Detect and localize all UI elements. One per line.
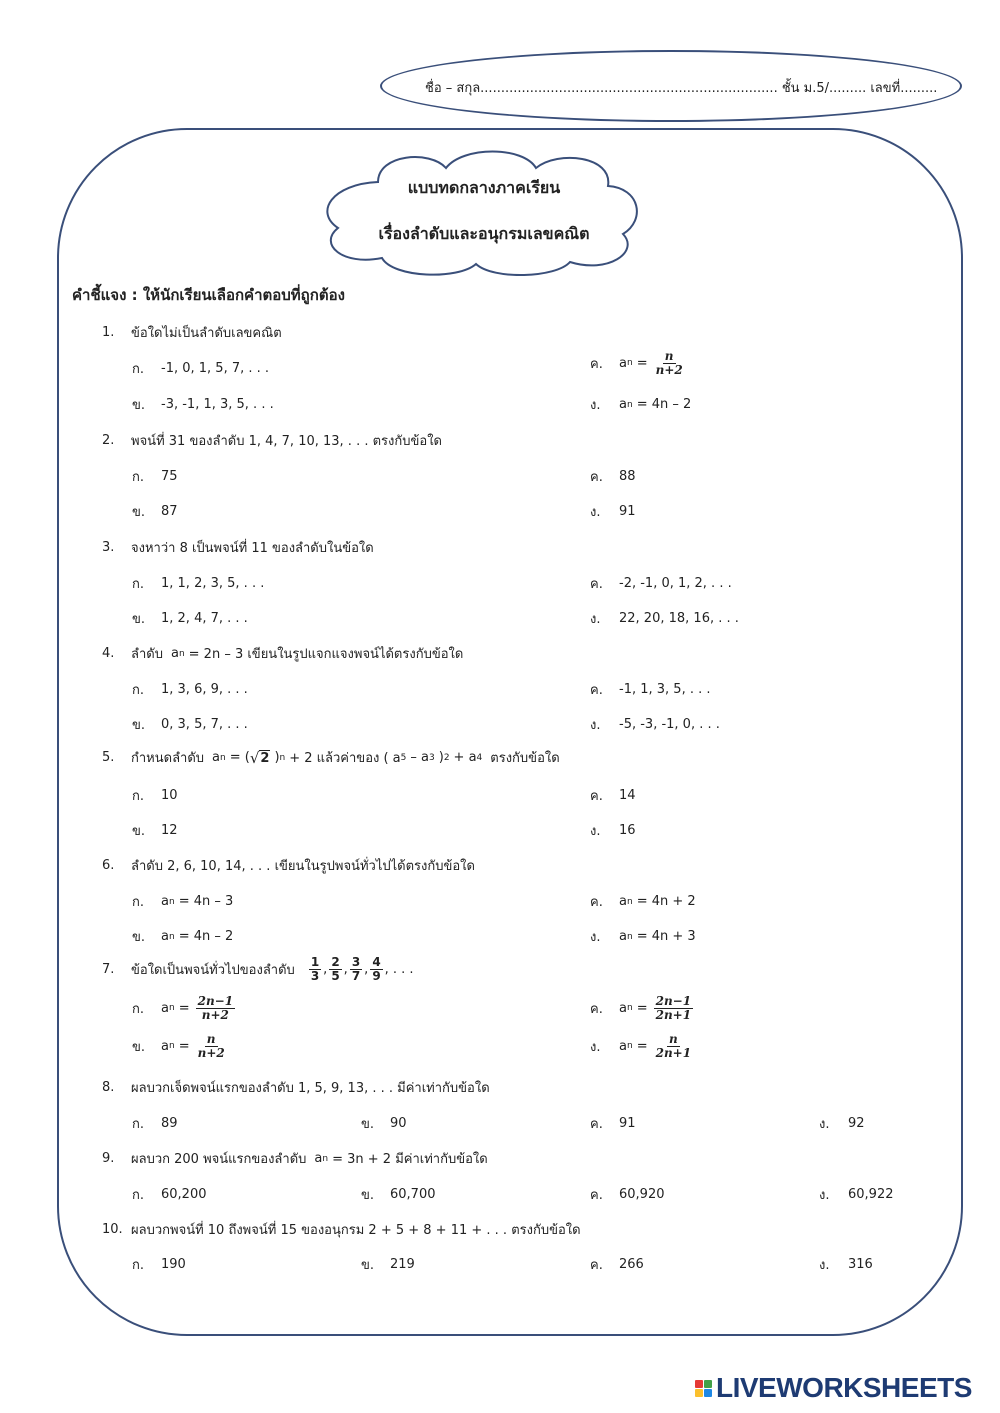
- option-label: ง.: [590, 824, 601, 839]
- numerator: n: [664, 349, 674, 363]
- option-label: ข.: [132, 505, 146, 520]
- option-text: 87: [161, 504, 178, 519]
- denominator: n+2: [197, 1045, 225, 1060]
- option-text: = 4n – 2: [178, 929, 234, 944]
- option-label: ข.: [132, 612, 146, 627]
- option-text: 316: [848, 1257, 873, 1272]
- liveworksheets-logo-icon: [695, 1380, 712, 1397]
- subscript: n: [168, 1041, 175, 1052]
- fraction: [329, 956, 341, 982]
- option-text: 190: [161, 1257, 186, 1272]
- q6-option-d[interactable]: [590, 926, 696, 947]
- question-text: ข้อใดเป็นพจน์ทั่วไปของลำดับ: [131, 962, 295, 978]
- q10-option-a[interactable]: [132, 1254, 186, 1275]
- option-text: -5, -3, -1, 0, . . .: [619, 717, 720, 732]
- question-number: 1.: [102, 325, 115, 340]
- question-2: [102, 430, 442, 451]
- question-text: พจน์ที่ 31 ของลำดับ 1, 4, 7, 10, 13, . . . ตรงกับข้อใด: [131, 434, 442, 449]
- denominator: 9: [372, 968, 381, 983]
- fraction: [654, 350, 685, 376]
- option-text: 10: [161, 788, 178, 803]
- question-number: 10.: [102, 1222, 123, 1237]
- q9-option-c[interactable]: [590, 1184, 665, 1205]
- question-text: + a: [453, 750, 477, 765]
- option-label: ง.: [590, 398, 601, 413]
- numerator: 4: [372, 955, 381, 969]
- option-label: ง.: [590, 505, 601, 520]
- subscript: n: [626, 1003, 633, 1014]
- subscript: n: [626, 1041, 633, 1052]
- question-text: + 2 แล้วค่าของ ( a: [289, 751, 401, 766]
- option-label: ง.: [590, 718, 601, 733]
- option-text: = 4n – 2: [636, 397, 692, 412]
- fraction: [309, 956, 321, 982]
- option-label: ก.: [132, 895, 145, 910]
- option-text: -2, -1, 0, 1, 2, . . .: [619, 576, 732, 591]
- option-label: ข.: [361, 1117, 375, 1132]
- option-text: 92: [848, 1116, 865, 1131]
- question-4: [102, 643, 463, 664]
- subscript: n: [220, 752, 226, 763]
- comma: ,: [343, 961, 348, 977]
- option-label: ก.: [132, 1117, 145, 1132]
- option-text: -1, 0, 1, 5, 7, . . .: [161, 361, 270, 376]
- option-label: ก.: [132, 470, 145, 485]
- option-label: ค.: [590, 577, 603, 592]
- fraction: [196, 995, 235, 1021]
- q10-option-c[interactable]: [590, 1254, 644, 1275]
- q5-option-b[interactable]: [132, 820, 178, 841]
- option-text: 88: [619, 469, 636, 484]
- q3-option-d[interactable]: [590, 608, 739, 629]
- numerator: n: [206, 1032, 216, 1046]
- liveworksheets-logo[interactable]: [695, 1372, 972, 1404]
- q9-option-a[interactable]: [132, 1184, 207, 1205]
- option-label: ง.: [819, 1117, 830, 1132]
- option-text: 219: [390, 1257, 415, 1272]
- q9-option-b[interactable]: [361, 1184, 436, 1205]
- option-text: 16: [619, 823, 636, 838]
- superscript: n: [279, 752, 286, 763]
- q8-option-c[interactable]: [590, 1113, 636, 1134]
- question-text: ผลบวก 200 พจน์แรกของลำดับ: [131, 1152, 307, 1167]
- question-7: [102, 956, 413, 982]
- term-symbol: a: [170, 646, 179, 661]
- term-symbol: a: [161, 929, 169, 944]
- q1-option-c[interactable]: [590, 350, 687, 376]
- question-text: = 3n + 2 มีค่าเท่ากับข้อใด: [332, 1152, 488, 1167]
- q8-option-b[interactable]: [361, 1113, 407, 1134]
- denominator: 2n+1: [655, 1045, 692, 1060]
- fraction: [654, 995, 693, 1021]
- q2-option-a[interactable]: [132, 466, 178, 487]
- option-text: 60,700: [390, 1187, 436, 1202]
- option-label: ก.: [132, 362, 145, 377]
- comma: ,: [323, 961, 328, 977]
- denominator: 7: [351, 968, 361, 983]
- q6-option-b[interactable]: [132, 926, 233, 947]
- option-label: ค.: [590, 789, 603, 804]
- title-line-1: แบบทดกลางภาคเรียน: [407, 178, 561, 197]
- option-label: ค.: [590, 895, 603, 910]
- subscript: 4: [476, 752, 483, 763]
- brand-name: LIVEWORKSHEETS: [716, 1372, 972, 1403]
- question-number: 6.: [102, 858, 115, 873]
- q7-option-c[interactable]: [590, 995, 695, 1021]
- q3-option-c[interactable]: [590, 573, 732, 594]
- question-number: 2.: [102, 433, 115, 448]
- question-1: [102, 322, 282, 343]
- q6-option-a[interactable]: [132, 891, 233, 912]
- question-10: [102, 1219, 581, 1240]
- q3-option-a[interactable]: [132, 573, 264, 594]
- option-label: ก.: [132, 577, 145, 592]
- question-number: 9.: [102, 1151, 115, 1166]
- option-label: ง.: [590, 1039, 601, 1055]
- question-text: ลำดับ 2, 6, 10, 14, . . . เขียนในรูปพจน์ทั่วไปได้ตรงกับข้อใด: [131, 859, 475, 874]
- subscript: n: [626, 358, 633, 369]
- question-5: [102, 747, 560, 768]
- q4-option-d[interactable]: [590, 714, 720, 735]
- term-symbol: a: [161, 894, 169, 909]
- option-label: ค.: [590, 356, 603, 372]
- sqrt-argument: 2: [260, 750, 270, 766]
- subscript: n: [626, 896, 633, 907]
- denominator: n+2: [201, 1007, 229, 1022]
- q6-option-c[interactable]: [590, 891, 696, 912]
- option-text: 89: [161, 1116, 178, 1131]
- equals: =: [178, 1000, 190, 1016]
- option-label: ข.: [361, 1258, 375, 1273]
- option-label: ง.: [590, 930, 601, 945]
- question-number: 5.: [102, 750, 115, 765]
- term-symbol: a: [161, 1000, 169, 1016]
- student-info-line[interactable]: ชื่อ – สกุล........................................................................ ชั้น ม.5/......... เลขที่.........: [425, 81, 938, 96]
- question-text: จงหาว่า 8 เป็นพจน์ที่ 11 ของลำดับในข้อใด: [131, 541, 374, 556]
- subscript: n: [168, 931, 175, 942]
- question-6: [102, 855, 475, 876]
- q7-option-a[interactable]: [132, 995, 237, 1021]
- option-text: = 4n – 3: [178, 894, 234, 909]
- option-text: 22, 20, 18, 16, . . .: [619, 611, 739, 626]
- question-number: 3.: [102, 540, 115, 555]
- term-symbol: a: [619, 397, 627, 412]
- q8-option-d[interactable]: [819, 1113, 865, 1134]
- subscript: 3: [429, 752, 435, 763]
- question-text: กำหนดลำดับ: [131, 751, 205, 766]
- title-cloud-icon: [318, 148, 652, 276]
- numerator: 2n−1: [655, 994, 692, 1008]
- denominator: 2n+1: [655, 1007, 692, 1022]
- option-text: 0, 3, 5, 7, . . .: [161, 717, 248, 732]
- equals: =: [636, 1038, 648, 1054]
- option-text: -1, 1, 3, 5, . . .: [619, 682, 711, 697]
- q8-option-a[interactable]: [132, 1113, 178, 1134]
- ellipsis: . . .: [392, 961, 414, 977]
- q7-option-b[interactable]: [132, 1033, 229, 1059]
- question-text: ผลบวกเจ็ดพจน์แรกของลำดับ 1, 5, 9, 13, . . . มีค่าเท่ากับข้อใด: [131, 1081, 490, 1096]
- subscript: n: [322, 1153, 329, 1164]
- numerator: 3: [351, 955, 361, 969]
- option-label: ก.: [132, 1258, 145, 1273]
- question-text: = (: [229, 750, 250, 765]
- fraction: [370, 956, 382, 982]
- option-text: 90: [390, 1116, 407, 1131]
- option-label: ค.: [590, 470, 603, 485]
- question-9: [102, 1148, 488, 1169]
- option-text: -3, -1, 1, 3, 5, . . .: [161, 397, 274, 412]
- option-text: 1, 1, 2, 3, 5, . . .: [161, 576, 265, 591]
- option-label: ก.: [132, 789, 145, 804]
- q10-option-b[interactable]: [361, 1254, 415, 1275]
- question-text: ผลบวกพจน์ที่ 10 ถึงพจน์ที่ 15 ของอนุกรม 2 + 5 + 8 + 11 + . . . ตรงกับข้อใด: [131, 1223, 581, 1238]
- instruction: คำชี้แจง : ให้นักเรียนเลือกคำตอบที่ถูกต้อง: [72, 286, 345, 304]
- option-label: ก.: [132, 1188, 145, 1203]
- fraction: [654, 1033, 693, 1059]
- equals: =: [636, 1000, 648, 1016]
- option-label: ค.: [590, 1001, 603, 1017]
- subscript: 5: [400, 752, 407, 763]
- q4-option-b[interactable]: [132, 714, 248, 735]
- q7-option-d[interactable]: [590, 1033, 695, 1059]
- option-text: 1, 3, 6, 9, . . .: [161, 682, 248, 697]
- option-text: 60,920: [619, 1187, 665, 1202]
- option-label: ง.: [819, 1258, 830, 1273]
- equals: =: [636, 355, 648, 371]
- option-label: ข.: [132, 398, 146, 413]
- q4-option-a[interactable]: [132, 679, 248, 700]
- question-8: [102, 1077, 490, 1098]
- option-label: ก.: [132, 1001, 145, 1017]
- option-label: ค.: [590, 1117, 603, 1132]
- question-number: 7.: [102, 961, 115, 977]
- question-3: [102, 537, 374, 558]
- option-text: 1, 2, 4, 7, . . .: [161, 611, 248, 626]
- question-text: ): [274, 750, 280, 765]
- q3-option-b[interactable]: [132, 608, 248, 629]
- q10-option-d[interactable]: [819, 1254, 873, 1275]
- option-label: ค.: [590, 1258, 603, 1273]
- equals: =: [178, 1038, 190, 1054]
- subscript: n: [168, 896, 175, 907]
- term-symbol: a: [619, 1000, 627, 1016]
- numerator: 1: [310, 955, 320, 969]
- denominator: 3: [310, 968, 320, 983]
- question-text: = 2n – 3 เขียนในรูปแจกแจงพจน์ได้ตรงกับข้อใด: [188, 647, 464, 662]
- comma: ,: [364, 961, 369, 977]
- question-text: ลำดับ: [131, 647, 163, 662]
- question-number: 4.: [102, 646, 115, 661]
- subscript: n: [626, 399, 633, 410]
- subscript: n: [626, 931, 633, 942]
- q1-option-d[interactable]: [590, 394, 691, 415]
- superscript: 2: [443, 752, 450, 763]
- question-text: ): [438, 750, 444, 765]
- q5-option-a[interactable]: [132, 785, 178, 806]
- q2-option-b[interactable]: [132, 501, 178, 522]
- q9-option-d[interactable]: [819, 1184, 894, 1205]
- term-symbol: a: [212, 750, 220, 765]
- comma: ,: [384, 961, 389, 977]
- numerator: n: [668, 1032, 678, 1046]
- option-text: 14: [619, 788, 636, 803]
- subscript: n: [168, 1003, 175, 1014]
- question-number: 8.: [102, 1080, 115, 1095]
- q1-option-b[interactable]: [132, 394, 274, 415]
- option-label: ข.: [132, 824, 146, 839]
- sqrt-icon: √: [249, 748, 260, 767]
- subscript: n: [178, 648, 185, 659]
- q4-option-c[interactable]: [590, 679, 711, 700]
- fraction: [196, 1033, 227, 1059]
- option-label: ง.: [819, 1188, 830, 1203]
- option-text: 91: [619, 1116, 636, 1131]
- option-label: ค.: [590, 683, 603, 698]
- term-symbol: a: [619, 894, 627, 909]
- option-text: 60,200: [161, 1187, 207, 1202]
- term-symbol: a: [619, 929, 627, 944]
- term-symbol: a: [161, 1038, 169, 1054]
- q2-option-c[interactable]: [590, 466, 636, 487]
- term-symbol: a: [314, 1151, 323, 1166]
- term-symbol: a: [619, 1038, 627, 1054]
- q2-option-d[interactable]: [590, 501, 636, 522]
- option-label: ข.: [361, 1188, 375, 1203]
- option-text: 75: [161, 469, 178, 484]
- denominator: n+2: [655, 362, 683, 377]
- option-text: 91: [619, 504, 636, 519]
- option-label: ค.: [590, 1188, 603, 1203]
- denominator: 5: [331, 968, 340, 983]
- numerator: 2n−1: [197, 994, 234, 1008]
- numerator: 2: [331, 955, 340, 969]
- q5-option-d[interactable]: [590, 820, 636, 841]
- q1-option-a[interactable]: [132, 358, 269, 379]
- term-symbol: a: [619, 355, 627, 371]
- question-text: ข้อใดไม่เป็นลำดับเลขคณิต: [131, 326, 282, 341]
- question-text: – a: [410, 750, 429, 765]
- option-label: ข.: [132, 718, 146, 733]
- question-text: ตรงกับข้อใด: [490, 751, 560, 766]
- option-text: 266: [619, 1257, 644, 1272]
- option-text: 12: [161, 823, 178, 838]
- option-label: ข.: [132, 1039, 146, 1055]
- title-line-2: เรื่องลำดับและอนุกรมเลขคณิต: [378, 224, 590, 243]
- option-label: ก.: [132, 683, 145, 698]
- option-text: 60,922: [848, 1187, 894, 1202]
- option-text: = 4n + 2: [636, 894, 696, 909]
- fraction: [350, 956, 362, 982]
- option-label: ข.: [132, 930, 146, 945]
- q5-option-c[interactable]: [590, 785, 636, 806]
- option-label: ง.: [590, 612, 601, 627]
- option-text: = 4n + 3: [636, 929, 696, 944]
